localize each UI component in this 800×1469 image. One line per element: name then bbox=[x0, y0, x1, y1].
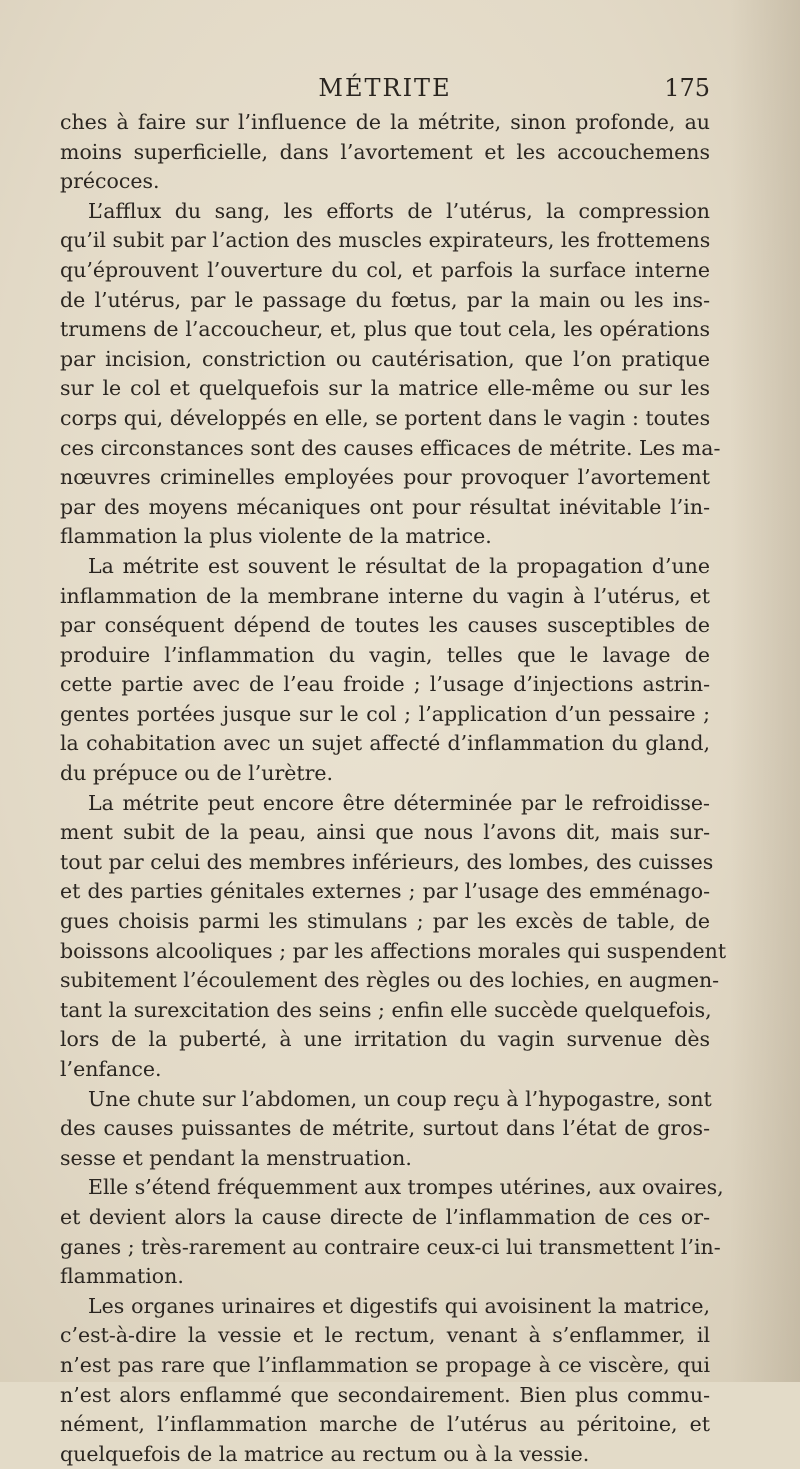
text-line: la cohabitation avec un sujet affecté d’inflammation du gland, bbox=[60, 731, 710, 756]
text-line: flammation. bbox=[60, 1264, 184, 1289]
running-title: MÉTRITE bbox=[318, 74, 452, 102]
text-line: boissons alcooliques ; par les affections morales qui suspendent bbox=[60, 938, 727, 963]
text-line: ces circonstances sont des causes efficaces de métrite. Les ma- bbox=[60, 435, 721, 460]
text-line: ganes ; très-rarement au contraire ceux-ci lui transmettent l’in- bbox=[60, 1234, 721, 1259]
text-line: n’est alors enflammé que secondairement. Bien plus commu- bbox=[60, 1382, 710, 1407]
text-line: sesse et pendant la menstruation. bbox=[60, 1145, 412, 1170]
paragraph bbox=[60, 789, 727, 1085]
text-line: sur le col et quelquefois sur la matrice elle-même ou sur les bbox=[60, 376, 710, 401]
text-line: nœuvres criminelles employées pour provoquer l’avortement bbox=[60, 465, 710, 490]
text-line: ment subit de la peau, ainsi que nous l’avons dit, mais sur- bbox=[60, 820, 710, 845]
text-line: par des moyens mécaniques ont pour résultat inévitable l’in- bbox=[60, 494, 710, 519]
paragraph bbox=[60, 552, 710, 789]
text-line: c’est-à-dire la vessie et le rectum, venant à s’enflammer, il bbox=[60, 1323, 710, 1348]
text-line: L’afflux du sang, les efforts de l’utérus, la compression bbox=[88, 198, 710, 223]
text-line: nément, l’inflammation marche de l’utérus au péritoine, et bbox=[60, 1412, 710, 1437]
text-line: ches à faire sur l’influence de la métrite, sinon profonde, au bbox=[60, 110, 710, 134]
text-line: du prépuce ou de l’urètre. bbox=[60, 761, 334, 786]
page-number: 175 bbox=[664, 74, 710, 102]
text-line: qu’il subit par l’action des muscles expirateurs, les frottemens bbox=[60, 228, 711, 253]
text-line: gentes portées jusque sur le col ; l’application d’un pessaire ; bbox=[60, 701, 710, 726]
text-line: qu’éprouvent l’ouverture du col, et parfois la surface interne bbox=[60, 257, 710, 282]
text-line: lors de la puberté, à une irritation du vagin survenue dès bbox=[60, 1027, 710, 1052]
text-line: des causes puissantes de métrite, surtout dans l’état de gros- bbox=[60, 1116, 710, 1141]
text-line: cette partie avec de l’eau froide ; l’usage d’injections astrin- bbox=[60, 672, 710, 697]
text-line: subitement l’écoulement des règles ou des lochies, en augmen- bbox=[60, 968, 720, 993]
text-line: Une chute sur l’abdomen, un coup reçu à l’hypogastre, sont bbox=[88, 1086, 712, 1111]
text-line: précoces. bbox=[60, 169, 160, 194]
text-line: flammation la plus violente de la matrice. bbox=[60, 524, 492, 549]
paragraph bbox=[60, 197, 721, 552]
page-header bbox=[60, 74, 710, 104]
paragraph bbox=[60, 1292, 710, 1469]
paragraph bbox=[60, 1173, 724, 1291]
text-line: et des parties génitales externes ; par l’usage des emménago- bbox=[60, 879, 710, 904]
text-line: moins superficielle, dans l’avortement et les accouchemens bbox=[60, 139, 710, 164]
body-text bbox=[60, 108, 727, 1469]
text-line: produire l’inflammation du vagin, telles que le lavage de bbox=[60, 642, 710, 667]
text-line: quelquefois de la matrice au rectum ou à la vessie. bbox=[60, 1441, 590, 1466]
text-line: inflammation de la membrane interne du vagin à l’utérus, et bbox=[60, 583, 710, 608]
text-line: l’enfance. bbox=[60, 1057, 162, 1081]
text-line: tout par celui des membres inférieurs, des lombes, des cuisses bbox=[60, 849, 714, 874]
paragraph bbox=[60, 108, 710, 197]
text-line: n’est pas rare que l’inflammation se propage à ce viscère, qui bbox=[60, 1352, 710, 1377]
paragraph bbox=[60, 1085, 710, 1174]
text-line: Elle s’étend fréquemment aux trompes utérines, aux ovaires, bbox=[88, 1175, 724, 1200]
text-line: tant la surexcitation des seins ; enfin elle succède quelquefois, bbox=[60, 997, 712, 1022]
text-line: et devient alors la cause directe de l’inflammation de ces or- bbox=[60, 1204, 710, 1229]
text-line: trumens de l’accoucheur, et, plus que tout cela, les opérations bbox=[60, 317, 710, 342]
page-edge-shadow bbox=[730, 0, 800, 1382]
text-line: corps qui, développés en elle, se portent dans le vagin : toutes bbox=[60, 405, 711, 430]
text-line: par incision, constriction ou cautérisation, que l’on pratique bbox=[60, 346, 710, 371]
text-line: La métrite est souvent le résultat de la propagation d’une bbox=[88, 553, 710, 578]
text-line: de l’utérus, par le passage du fœtus, par la main ou les ins- bbox=[60, 287, 710, 312]
text-line: La métrite peut encore être déterminée par le refroidisse- bbox=[88, 790, 710, 815]
text-line: gues choisis parmi les stimulans ; par les excès de table, de bbox=[60, 909, 710, 934]
text-line: par conséquent dépend de toutes les causes susceptibles de bbox=[60, 613, 710, 638]
text-line: Les organes urinaires et digestifs qui avoisinent la matrice, bbox=[88, 1293, 710, 1318]
